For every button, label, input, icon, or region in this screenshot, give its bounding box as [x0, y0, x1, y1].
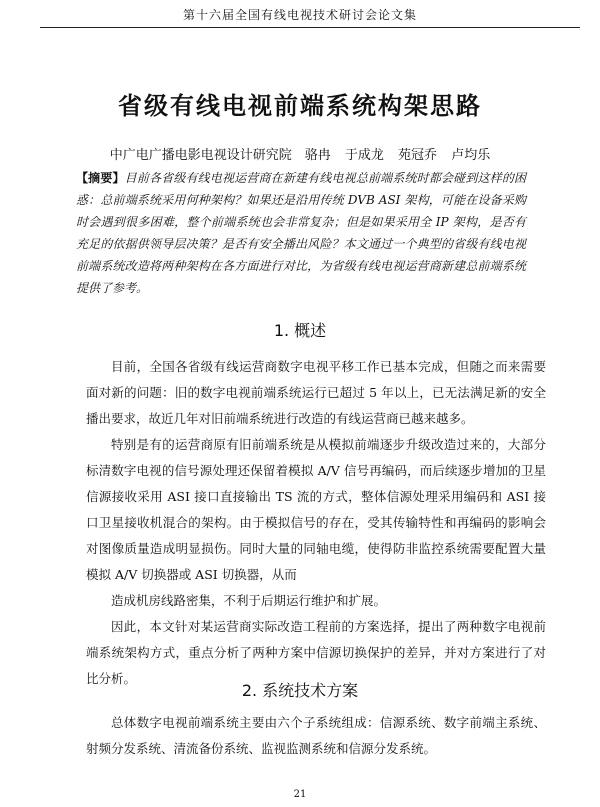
abstract-text: 目前各省级有线电视运营商在新建有线电视总前端系统时都会碰到这样的困惑：总前端系统采用何种架构？如果还是沿用传统 DVB ASI 架构，可能在设备采购时会遇到很多困难，整个前端系统也会非常复杂；但是如果采用全 IP 架构，是否有充足的依据供领导层决策？是否有安全播出风险？本文通过一个典型的省级有线电视前端系统改造将两种架构在各方面进行对比，为省级有线电视运营商新建总前端系统提供了参考。 [76, 171, 526, 295]
section-heading-overview: 1. 概述 [273, 321, 327, 340]
author-line: 中广电广播电影电视设计研究院 骆冉 于成龙 苑冠乔 卢均乐 [109, 148, 491, 163]
header-divider [40, 27, 580, 28]
abstract [76, 167, 526, 299]
section-heading-system-design: 2. 系统技术方案 [241, 681, 359, 700]
section-body-system-design [86, 710, 546, 762]
paragraph: 目前，全国各省级有线运营商数字电视平移工作已基本完成，但随之而来需要面对新的问题：旧的数字电视前端系统运行已超过 5 年以上，已无法满足新的安全播出要求，故近几年对旧前端系统进行改造的有线运营商已越来越多。 [86, 359, 546, 426]
abstract-label: 【摘要】 [76, 171, 125, 185]
paragraph: 因此，本文针对某运营商实际改造工程前的方案选择，提出了两种数字电视前端系统架构方式，重点分析了两种方案中信源切换保护的差异，并对方案进行了对比分析。 [86, 619, 546, 686]
paragraph: 总体数字电视前端系统主要由六个子系统组成：信源系统、数字前端主系统、射频分发系统、清流备份系统、监视监测系统和信源分发系统。 [86, 715, 546, 756]
paragraph: 特别是有的运营商原有旧前端系统是从模拟前端逐步升级改造过来的，大部分标清数字电视的信号源处理还保留着模拟 A/V 信号再编码，而后续逐步增加的卫星信源接收采用 ASI 接口直接输出 TS 流的方式，整体信源处理采用编码和 ASI 接口卫星接收机混合的架构。由于模拟信号的存在，受其传输特性和再编码的影响会对图像质量造成明显损伤。同时大量的同轴电缆，使得防非监控系统需要配置大量模拟 A/V 切换器或 ASI 切换器，从而 [86, 437, 546, 582]
paragraph: 造成机房线路密集，不利于后期运行维护和扩展。 [111, 593, 387, 608]
running-header: 第十六届全国有线电视技术研讨会论文集 [182, 8, 417, 22]
paper-title: 省级有线电视前端系统构架思路 [118, 92, 482, 120]
page-number: 21 [293, 789, 307, 800]
section-body-overview [86, 354, 546, 692]
